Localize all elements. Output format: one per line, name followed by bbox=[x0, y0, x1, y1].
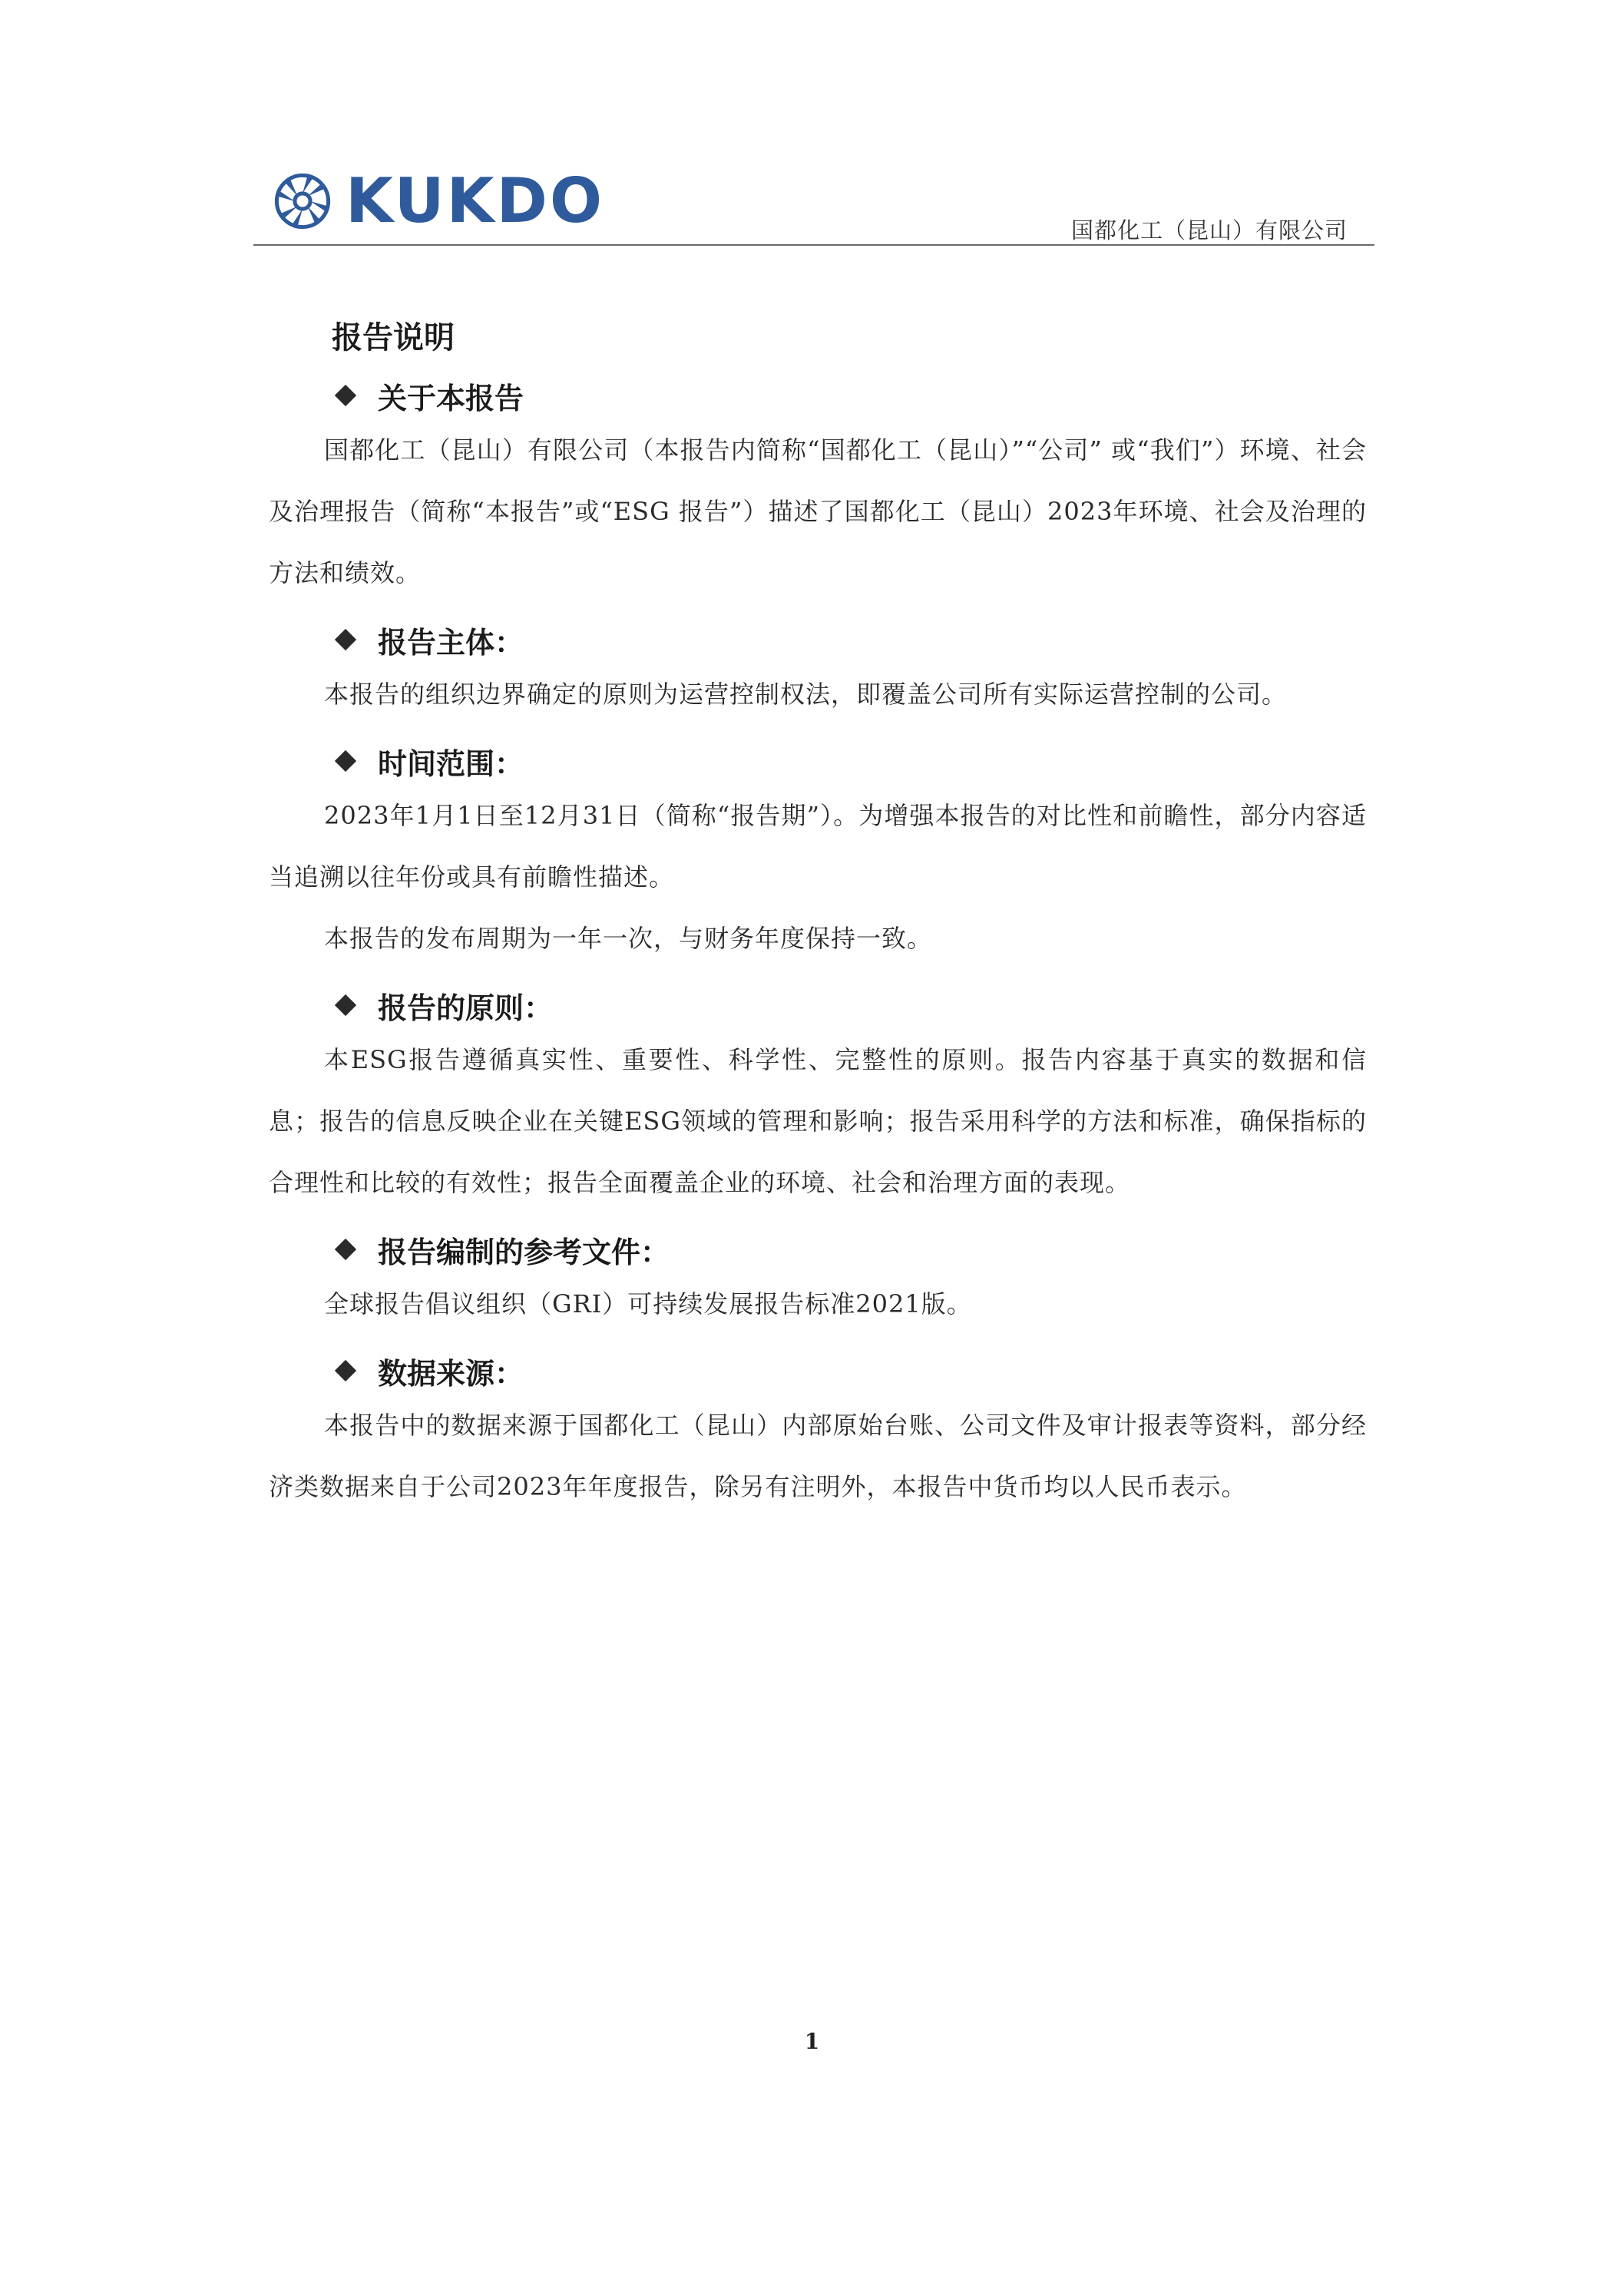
section-title: 报告主体： bbox=[378, 625, 524, 660]
paragraph: 全球报告倡议组织（GRI）可持续发展报告标准2021版。 bbox=[324, 1289, 972, 1318]
section-title: 数据来源： bbox=[378, 1356, 524, 1391]
section-heading bbox=[332, 1226, 1367, 1273]
section-heading bbox=[332, 981, 1367, 1029]
section-title: 报告的原则： bbox=[378, 991, 554, 1025]
paragraph: 本报告中的数据来源于国都化工（昆山）内部原始台账、公司文件及审计报表等资料，部分经济类数据来自于公司2023年年度报告，除另有注明外，本报告中货币均以人民币表示。 bbox=[269, 1411, 1367, 1501]
section-heading bbox=[332, 1347, 1367, 1394]
section-heading bbox=[332, 616, 1367, 663]
report-content bbox=[269, 307, 1367, 1517]
paragraph: 2023年1月1日至12月31日（简称“报告期”）。为增强本报告的对比性和前瞻性，部分内容适当追溯以往年份或具有前瞻性描述。 bbox=[269, 801, 1367, 892]
section-report-entity bbox=[269, 616, 1367, 725]
paragraph: 本ESG报告遵循真实性、重要性、科学性、完整性的原则。报告内容基于真实的数据和信息；报告的信息反映企业在关键ESG领域的管理和影响；报告采用科学的方法和标准，确保指标的合理性和比较的有效性；报告全面覆盖企业的环境、社会和治理方面的表现。 bbox=[269, 1045, 1367, 1197]
section-title: 关于本报告 bbox=[378, 381, 524, 415]
section-data-sources bbox=[269, 1347, 1367, 1517]
section-title: 时间范围： bbox=[378, 746, 524, 781]
section-about-report bbox=[269, 372, 1367, 604]
logo-text: KUKDO bbox=[346, 165, 604, 237]
paragraph: 本报告的组织边界确定的原则为运营控制权法，即覆盖公司所有实际运营控制的公司。 bbox=[324, 680, 1288, 709]
diamond-bullet-icon bbox=[335, 385, 356, 406]
diamond-bullet-icon bbox=[335, 994, 356, 1016]
section-heading bbox=[332, 737, 1367, 785]
company-logo bbox=[270, 167, 604, 235]
diamond-bullet-icon bbox=[335, 1239, 356, 1260]
diamond-bullet-icon bbox=[335, 1360, 356, 1381]
section-report-principles bbox=[269, 981, 1367, 1213]
page-number: 1 bbox=[804, 2029, 820, 2054]
document-title: 报告说明 bbox=[332, 320, 455, 356]
section-heading bbox=[332, 372, 1367, 419]
kukdo-emblem-icon bbox=[270, 169, 335, 233]
paragraph: 国都化工（昆山）有限公司（本报告内简称“国都化工（昆山）”“公司” 或“我们”）环境、社会及治理报告（简称“本报告”或“ESG 报告”）描述了国都化工（昆山）2023年环境、社会及治理的方法和绩效。 bbox=[269, 435, 1367, 587]
section-time-range bbox=[269, 737, 1367, 969]
section-reference-documents bbox=[269, 1226, 1367, 1335]
section-title: 报告编制的参考文件： bbox=[378, 1235, 670, 1269]
paragraph: 本报告的发布周期为一年一次，与财务年度保持一致。 bbox=[324, 924, 933, 953]
diamond-bullet-icon bbox=[335, 629, 356, 650]
diamond-bullet-icon bbox=[335, 750, 356, 772]
header-divider bbox=[253, 244, 1374, 246]
header-company-name: 国都化工（昆山）有限公司 bbox=[1070, 217, 1348, 243]
